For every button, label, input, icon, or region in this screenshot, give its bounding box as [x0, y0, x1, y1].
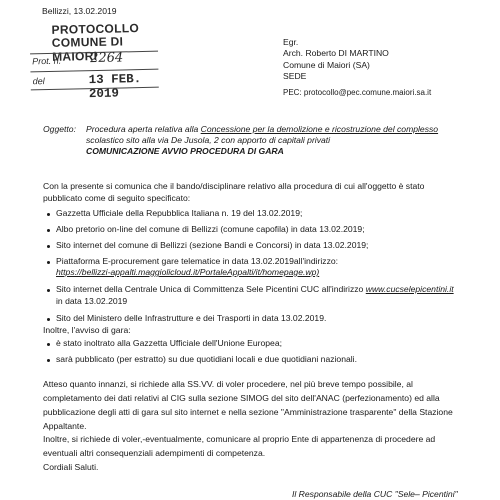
recipient-office: Comune di Maiori (SA): [283, 60, 370, 70]
recipient-name: Arch. Roberto DI MARTINO: [283, 48, 389, 58]
cuc-line-text: Sito internet della Centrale Unica di Committenza Sele Picentini CUC all'indirizzo: [56, 284, 366, 294]
stamp-office: COMUNE DI MAIORI: [51, 34, 124, 64]
subject-line3: COMUNICAZIONE AVVIO PROCEDURA DI GARA: [86, 146, 284, 156]
protocol-stamp: [29, 13, 160, 102]
subject-label: Oggetto:: [43, 124, 76, 134]
publication-item: Albo pretorio on-line del comune di Bellizzi (comune capofila) in data 13.02.2019;: [56, 224, 365, 234]
recipient-salutation: Egr.: [283, 37, 299, 47]
intro-line2: pubblicato come di seguito specificato:: [43, 193, 191, 203]
para2-line: Atteso quanto innanzi, si richiede alla SS.VV. di voler procedere, nel più breve tempo possibile, al: [43, 379, 413, 389]
stamp-prot-number: 2264: [90, 50, 124, 67]
bullet-icon: [47, 359, 50, 362]
closing: Cordiali Saluti.: [43, 462, 99, 472]
place-date: Bellizzi, 13.02.2019: [42, 6, 117, 16]
stamp-prot-label: Prot. n.: [32, 55, 62, 67]
bullet-icon: [47, 213, 50, 216]
publication-item: Gazzetta Ufficiale della Repubblica Italiana n. 19 del 13.02.2019;: [56, 208, 303, 218]
bullet-icon: [47, 289, 50, 292]
ministero-item: Sito del Ministero delle Infrastrutture e dei Trasporti in data 13.02.2019.: [56, 313, 327, 323]
para2-line: Appaltante.: [43, 421, 87, 431]
publication-item: Piattaforma E-procurement gare telematice in data 13.02.2019all'indirizzo:: [56, 256, 339, 266]
subject-line1-link: Concessione per la demolizione e ricostruzione del complesso: [200, 124, 439, 134]
inoltre-heading: Inoltre, l'avviso di gara:: [43, 325, 131, 335]
para3-line: eventuali altri consequenziali adempimenti di competenza.: [43, 448, 266, 458]
avviso-item: sarà pubblicato (per estratto) su due quotidiani locali e due quotidiani nazionali.: [56, 354, 357, 364]
publication-item: Sito internet del comune di Bellizzi (sezione Bandi e Concorsi) in data 13.02.2019;: [56, 240, 369, 250]
stamp-title: PROTOCOLLO: [51, 21, 140, 37]
subject-line1: [86, 124, 438, 135]
intro-line1: Con la presente si comunica che il bando/disciplinare relativo alla procedura di cui all'oggetto è stato: [43, 181, 425, 191]
stamp-date: 13 FEB. 2019: [88, 72, 142, 102]
bullet-icon: [47, 343, 50, 346]
bullet-icon: [47, 229, 50, 232]
recipient-location: SEDE: [283, 71, 307, 81]
para3-line: Inoltre, si richiede di voler,-eventualmente, comunicare al proprio Ente di appartenenza di procedere ad: [43, 434, 436, 444]
cuc-link[interactable]: www.cucselepicentini.it: [365, 284, 454, 294]
stamp-del-label: del: [32, 76, 45, 87]
cuc-date: in data 13.02.2019: [56, 296, 128, 306]
para2-line: pubblicazione degli atti di gara sul sito internet e nella sezione "Amministrazione trasparente" della Stazione: [43, 407, 453, 417]
subject-line1-pre: Procedura aperta relativa alla: [86, 124, 201, 134]
para2-line: completamento dei dati relativi al CIG sulla sezione SIMOG del sito dell'ANAC (perfezionamento) ed alla: [43, 393, 440, 403]
recipient-pec: PEC: protocollo@pec.comune.maiori.sa.it: [283, 88, 432, 97]
subject-line2: scolastico sito alla via De Jusola, 2 con apporto di capitali privati: [86, 135, 331, 145]
signature-title: Il Responsabile della CUC "Sele– Picentini": [292, 489, 458, 499]
cuc-line: [56, 284, 454, 295]
bullet-icon: [47, 318, 50, 321]
bullet-icon: [47, 261, 50, 264]
avviso-item: è stato inoltrato alla Gazzetta Ufficiale dell'Unione Europea;: [56, 338, 283, 348]
bullet-icon: [47, 245, 50, 248]
appalti-link[interactable]: https://bellizzi-appalti.maggiolicloud.it/PortaleAppalti/it/homepage.wp): [56, 267, 320, 277]
